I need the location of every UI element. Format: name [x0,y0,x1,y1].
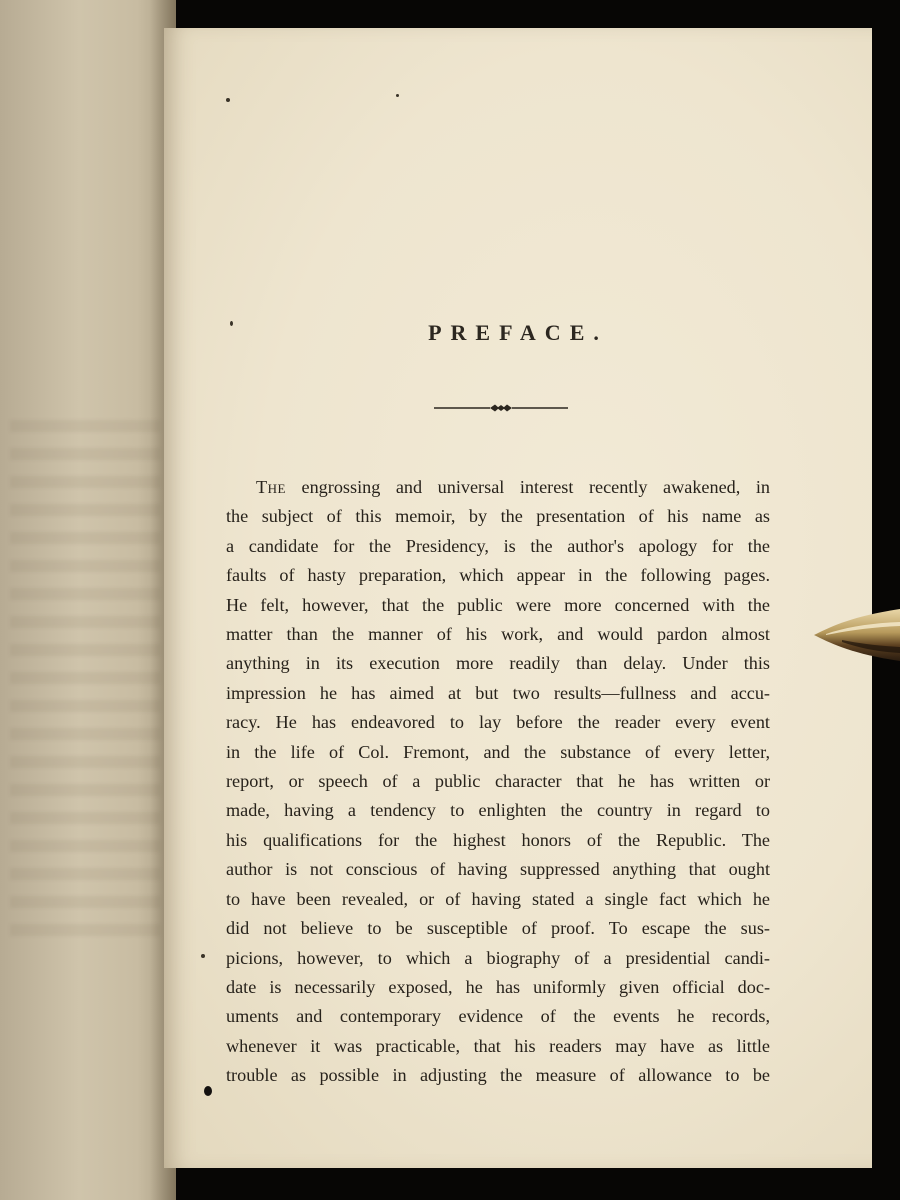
paragraph-line: his qualifications for the highest honors of the Republic. The [226,829,770,850]
paragraph-line: uments and contemporary evidence of the events he records, [226,1006,770,1027]
preface-paragraph [226,473,770,1091]
ink-blot [204,1086,212,1096]
paragraph-line: the subject of this memoir, by the presentation of his name as [226,506,770,527]
paper-speck [396,94,399,97]
paragraph-line: impression he has aimed at but two results—fullness and accu- [226,682,770,703]
paper-speck [201,954,205,958]
paragraph-line: to have been revealed, or of having stated a single fact which he [226,888,770,909]
paragraph-line: did not believe to be susceptible of proof. To escape the sus- [226,918,770,939]
paper-speck [226,98,230,102]
page-title: PREFACE. [428,320,608,345]
lead-word: The [256,477,286,497]
preface-page [164,28,872,1168]
paragraph-line: date is necessarily exposed, he has uniformly given official doc- [226,976,770,997]
pen-pointer-icon [812,607,900,663]
paragraph-line: a candidate for the Presidency, is the author's apology for the [226,535,770,556]
previous-page [0,0,176,1200]
paragraph-line: faults of hasty preparation, which appear in the following pages. [226,565,770,586]
paragraph-line: matter than the manner of his work, and would pardon almost [226,624,770,645]
paragraph-line: in the life of Col. Fremont, and the substance of every letter, [226,741,770,762]
bleed-through-text [10,420,160,940]
paragraph-line: anything in its execution more readily than delay. Under this [226,653,770,674]
paragraph-line: picions, however, to which a biography of a presidential candi- [226,947,770,968]
ornamental-rule-icon [434,400,568,416]
paragraph-line: The engrossing and universal interest recently awakened, in [256,477,770,497]
paragraph-line: trouble as possible in adjusting the measure of allowance to be [226,1065,770,1086]
paragraph-line: made, having a tendency to enlighten the country in regard to [226,800,770,821]
paragraph-line: author is not conscious of having suppressed anything that ought [226,859,770,880]
paragraph-line: He felt, however, that the public were more concerned with the [226,594,770,615]
paragraph-line: racy. He has endeavored to lay before the reader every event [226,712,770,733]
paragraph-line: report, or speech of a public character that he has written or [226,771,770,792]
paragraph-line: whenever it was practicable, that his readers may have as little [226,1035,770,1056]
